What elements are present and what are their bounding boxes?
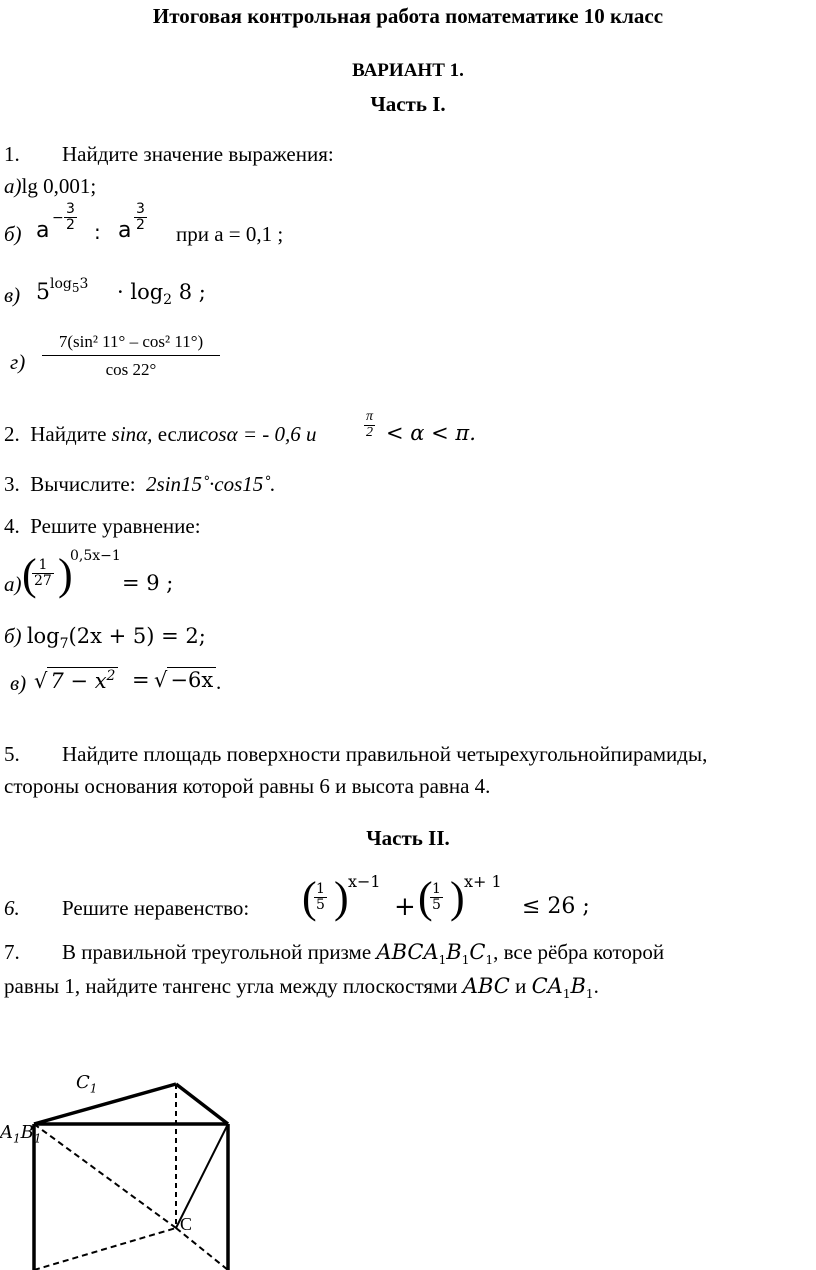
q4a-rparen: ) [58,550,73,599]
q7-abc: ABC [462,974,510,998]
q4b-log: log [26,624,60,648]
label-b1-letter: B [20,1122,34,1143]
label-c1 [76,1072,97,1096]
part2-heading: Часть II. [366,826,450,850]
q1v-exp-arg: 3 [79,276,89,292]
q6-text: Решите неравенство: [62,896,250,920]
q1b-label: б) [4,222,22,246]
q7-sub1: 1 [438,953,447,968]
q3 [4,472,276,497]
q6-frac1 [314,882,327,912]
q1b-exp2 [134,202,147,232]
q1a-label: а) [4,174,22,198]
q1b-base1: a [36,218,50,243]
q6-frac2-den: 5 [432,896,441,913]
q1b-condition: при a = 0,1 ; [176,222,284,246]
label-c1-sub: 1 [89,1081,98,1096]
label-b1-sub: 1 [33,1131,42,1146]
q4v-square: 2 [106,668,116,684]
variant-heading: ВАРИАНТ 1. [352,60,464,81]
q2-text2: если [152,422,199,446]
q1g-label: г) [10,350,26,374]
q6-exp1: x−1 [348,872,381,891]
q3-expr: 2sin15˚·cos15˚. [146,472,276,496]
q2-tail: < α < π. [386,421,476,445]
q7-sub4: 1 [562,987,571,1002]
q1b-base2: a [118,218,132,243]
q1v-exp-log: log [50,276,72,292]
q2-two: 2 [364,425,375,441]
q7-sub5: 1 [585,987,594,1002]
q1v-rest [117,280,206,308]
q2-cond: cosα = - 0,6 и [198,422,317,446]
q7-line1 [62,940,664,967]
page-title: Итоговая контрольная работа поматематике 10 класс [152,4,664,28]
q2-number: 2. [4,422,20,446]
q4v-left-expr: 7 − x [50,669,107,693]
part1-heading: Часть I. [370,92,446,116]
q4v-eq: = [132,668,150,692]
q3-text: Вычислите: [30,472,136,496]
q4v-right: √ −6x [154,667,216,692]
q4v-label: в) [10,671,27,695]
q2-pi-frac [364,410,375,440]
q1v-label: в) [4,283,21,307]
q3-number: 3. [4,472,20,496]
q6-frac2-num: 1 [432,881,441,897]
q4b-rest: (2x + 5) = 2; [68,624,206,648]
q1b-exp2-num: 3 [136,201,145,217]
q4-text: Решите уравнение: [30,514,201,538]
q7-prism: ABCA [376,940,439,964]
q4v-right-expr: −6x [167,667,216,692]
q1v-log: · log [117,280,164,304]
q4a-rhs: = 9 ; [122,571,174,595]
q6-number: 6. [4,896,20,920]
q1v-log-sub: 2 [163,292,173,308]
q7-line1b: , все рёбра которой [493,940,665,964]
q1-number: 1. [4,142,20,166]
q1b-exp1-num: 3 [66,201,75,217]
q4a-exp: 0,5x−1 [70,548,121,564]
q4a-frac [32,558,54,588]
q7-sub2: 1 [461,953,470,968]
q2 [4,422,317,447]
q7-sub3: 1 [485,953,494,968]
line-b1-c [176,1124,228,1228]
q4a-label: а) [4,572,22,596]
label-a1-sub: 1 [13,1131,21,1146]
q6-frac2 [430,882,443,912]
q6-plus: + [394,892,416,922]
edge-a1-c1 [34,1081,176,1124]
q7-b2: B [570,974,586,998]
q5-number: 5. [4,742,20,766]
q4 [4,514,201,539]
q5-line1: Найдите площадь поверхности правильной четырехугольнойпирамиды, [62,742,708,766]
edge-c1-b1 [176,1084,228,1124]
q6-lparen1: ( [302,873,317,922]
q4a-num: 1 [38,557,48,573]
q4b-sub: 7 [59,636,69,652]
label-c1-letter: C [76,1072,90,1093]
q1b-exp1-den: 2 [66,216,75,233]
q6-exp2: x+ 1 [464,872,502,891]
q1a [4,174,96,199]
q1b-exp2-den: 2 [136,216,145,233]
q6-rparen1: ) [334,873,349,922]
prism-figure [0,1060,280,1270]
q4v-left: √ $7 - x^2$ [34,667,118,693]
q4a-den: 27 [34,572,52,589]
q1b-colon: : [94,220,101,244]
q1v-exp-sub: 5 [71,281,80,295]
q1v-exponent [50,276,89,295]
q6-lparen2: ( [418,873,433,922]
q5-line2: стороны основания которой равны 6 и высота равна 4. [4,774,491,798]
q7-dot: . [593,974,599,998]
q1g-denominator: cos 22° [42,355,220,379]
q1v-end: 8 ; [178,280,206,304]
label-a1-letter: A [0,1122,13,1143]
q7-number: 7. [4,940,20,964]
q1g-numerator: 7(sin² 11° – cos² 11°) [58,332,204,351]
label-c: C [180,1214,193,1234]
q7-and: и [509,974,532,998]
q6-rparen2: ) [450,873,465,922]
q1b-exp1 [64,202,77,232]
q6-frac1-num: 1 [316,881,325,897]
q7-line2a: равны 1, найдите тангенс угла между плоскостями [4,974,463,998]
q1g-fraction [42,333,220,379]
q4v-dot: . [216,670,222,694]
q7-c: C [469,940,486,964]
q1b-minus: − [52,210,64,226]
q2-pi: π [366,409,374,424]
q4a-lparen: ( [22,550,37,599]
q1-text: Найдите значение выражения: [62,142,334,166]
q7-b: B [446,940,462,964]
edge-a-c [34,1228,176,1270]
q2-text1: Найдите [30,422,112,446]
q2-sina: sinα, [111,422,153,446]
q4b [4,624,206,652]
q7-ca: CA [531,974,563,998]
q1v-base: 5 [36,280,50,305]
label-a1-b1 [0,1122,42,1146]
q4b-label: б) [4,624,22,648]
q6-rhs: ≤ 26 ; [522,894,590,919]
q1a-expr: lg 0,001; [21,174,97,198]
q4-number: 4. [4,514,20,538]
q7-line1a: В правильной треугольной призме [62,940,377,964]
q6-frac1-den: 5 [316,896,325,913]
q7-line2 [4,974,599,1001]
line-a1-c [34,1124,176,1228]
